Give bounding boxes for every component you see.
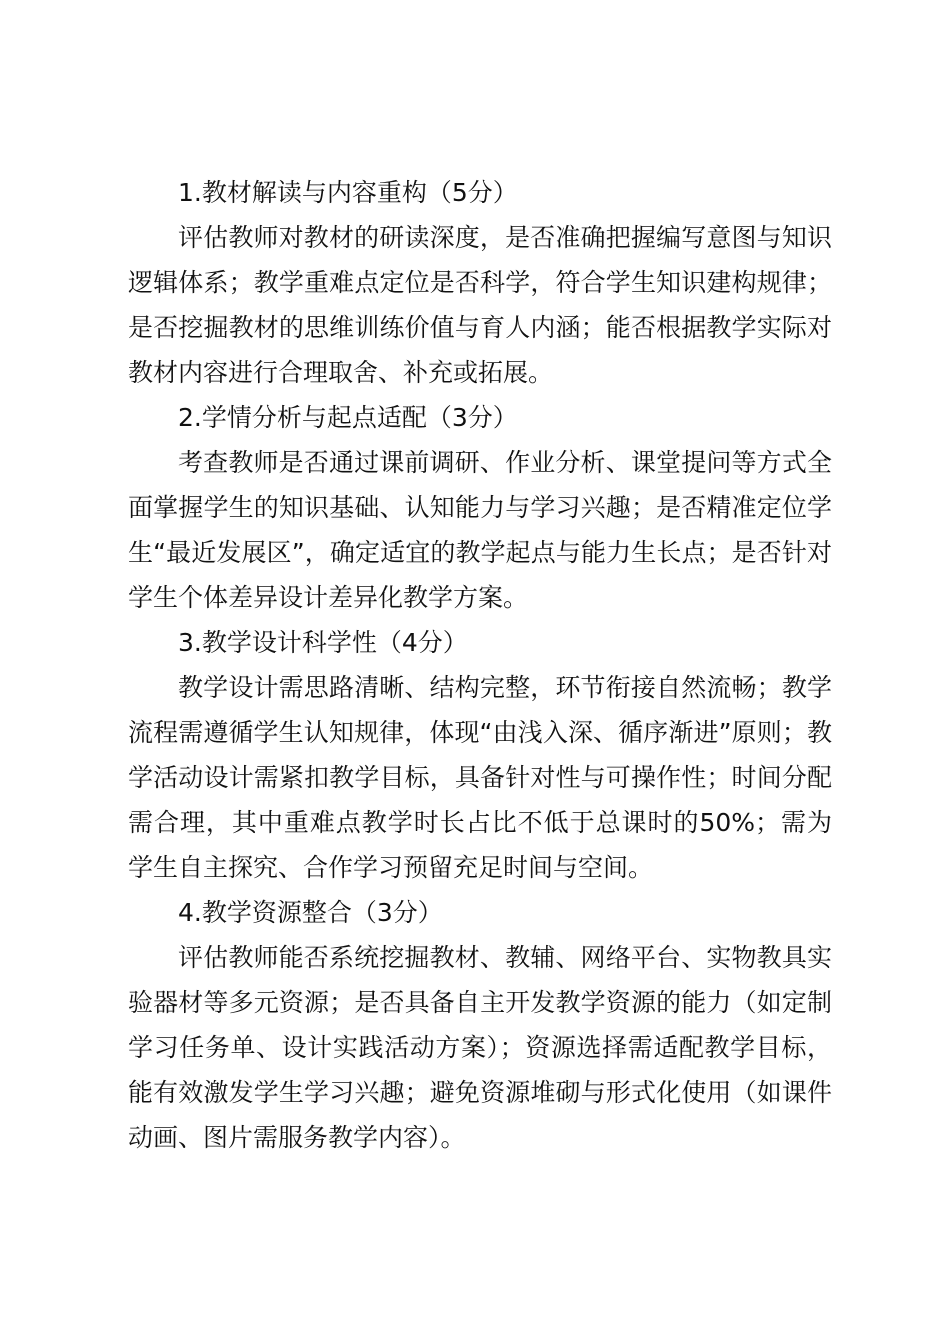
- section-paragraph: 评估教师对教材的研读深度，是否准确把握编写意图与知识逻辑体系；教学重难点定位是否科学，符合学生知识建构规律；是否挖掘教材的思维训练价值与育人内涵；能否根据教学实际对教材内容进行合理取舍、补充或拓展。: [128, 223, 832, 387]
- section-paragraph: 教学设计需思路清晰、结构完整，环节衔接自然流畅；教学流程需遵循学生认知规律，体现“由浅入深、循序渐进”原则；教学活动设计需紧扣教学目标，具备针对性与可操作性；时间分配需合理，其中重难点教学时长占比不低于总课时的50%；需为学生自主探究、合作学习预留充足时间与空间。: [128, 673, 832, 882]
- section-heading: 4.教学资源整合（3分）: [178, 898, 443, 927]
- section-heading: 3.教学设计科学性（4分）: [178, 628, 468, 657]
- section-teaching-design: [128, 620, 832, 890]
- section-paragraph: 考查教师是否通过课前调研、作业分析、课堂提问等方式全面掌握学生的知识基础、认知能力与学习兴趣；是否精准定位学生“最近发展区”，确定适宜的教学起点与能力生长点；是否针对学生个体差异设计差异化教学方案。: [128, 448, 832, 612]
- section-resource-integration: [128, 890, 832, 1160]
- section-heading: 1.教材解读与内容重构（5分）: [178, 178, 518, 207]
- section-textbook-interpretation: [128, 170, 832, 395]
- section-learner-analysis: [128, 395, 832, 620]
- document-page: [128, 170, 832, 1160]
- section-paragraph: 评估教师能否系统挖掘教材、教辅、网络平台、实物教具实验器材等多元资源；是否具备自主开发教学资源的能力（如定制学习任务单、设计实践活动方案）；资源选择需适配教学目标，能有效激发学生学习兴趣；避免资源堆砌与形式化使用（如课件动画、图片需服务教学内容）。: [128, 943, 832, 1152]
- section-heading: 2.学情分析与起点适配（3分）: [178, 403, 518, 432]
